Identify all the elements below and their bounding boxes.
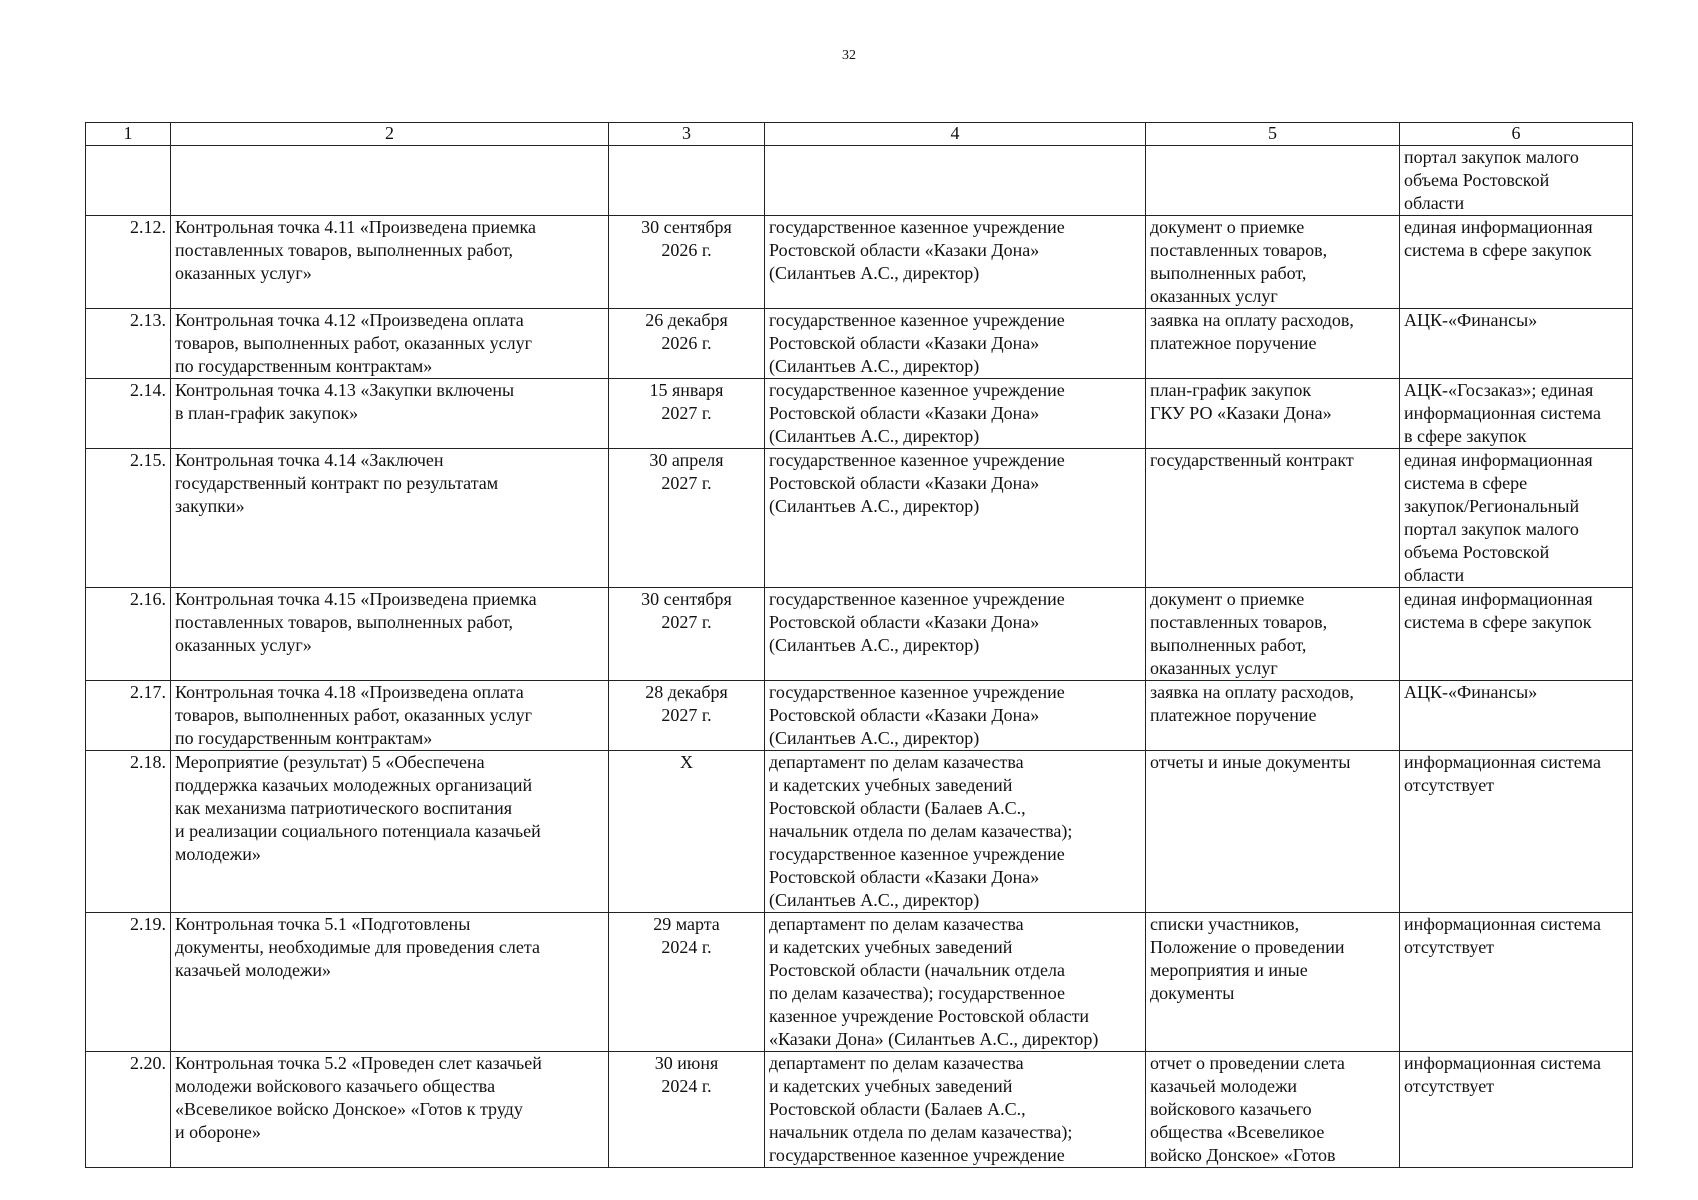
responsible-party-line: (Силантьев А.С., директор)	[769, 728, 980, 748]
control-point-name-line: Контрольная точка 4.11 «Произведена приемка	[175, 217, 536, 237]
responsible-party	[765, 588, 1146, 681]
information-system-line: информационная система	[1404, 752, 1601, 772]
responsible-party-line: государственное казенное учреждение	[769, 589, 1065, 609]
deadline-date	[609, 146, 765, 216]
responsible-party-line: Ростовской области (начальник отдела	[769, 960, 1065, 980]
responsible-party-line: государственное казенное учреждение	[769, 1145, 1065, 1165]
information-system-line: отсутствует	[1404, 1076, 1495, 1096]
responsible-party	[765, 913, 1146, 1052]
table-header	[86, 123, 1633, 146]
table-body	[86, 146, 1633, 1168]
table-row	[86, 379, 1633, 449]
information-system-line: портал закупок малого	[1404, 147, 1579, 167]
responsible-party-line: Ростовской области «Казаки Дона»	[769, 612, 1040, 632]
deadline-date-line: 2024 г.	[661, 937, 712, 957]
control-point-name-line: как механизма патриотического воспитания	[175, 798, 513, 818]
responsible-party-line: (Силантьев А.С., директор)	[769, 356, 980, 376]
confirming-document	[1146, 681, 1400, 751]
responsible-party	[765, 216, 1146, 309]
control-point-name-line: и обороне»	[175, 1122, 261, 1142]
control-point-name-line: Мероприятие (результат) 5 «Обеспечена	[175, 752, 485, 772]
table-row	[86, 216, 1633, 309]
control-point-name	[171, 588, 609, 681]
information-system-line: области	[1404, 565, 1465, 585]
row-number: 2.17.	[86, 681, 171, 751]
confirming-document	[1146, 913, 1400, 1052]
control-point-name-line: оказанных услуг»	[175, 635, 312, 655]
confirming-document-line: выполненных работ,	[1150, 263, 1307, 283]
control-point-name-line: государственный контракт по результатам	[175, 473, 499, 493]
column-header-4: 4	[765, 123, 1146, 146]
responsible-party-line: Ростовской области «Казаки Дона»	[769, 333, 1040, 353]
column-header-1: 1	[86, 123, 171, 146]
responsible-party-line: Ростовской области «Казаки Дона»	[769, 473, 1040, 493]
deadline-date-line: 2027 г.	[661, 403, 712, 423]
table-row	[86, 1052, 1633, 1168]
responsible-party-line: и кадетских учебных заведений	[769, 937, 1013, 957]
information-system	[1400, 913, 1633, 1052]
row-number: 2.15.	[86, 449, 171, 588]
deadline-date-line: 30 июня	[654, 1053, 719, 1073]
responsible-party-line: (Силантьев А.С., директор)	[769, 426, 980, 446]
row-number: 2.18.	[86, 751, 171, 913]
responsible-party-line: начальник отдела по делам казачества);	[769, 821, 1073, 841]
confirming-document-line: поставленных товаров,	[1150, 240, 1328, 260]
confirming-document-line: план-график закупок	[1150, 380, 1312, 400]
information-system-line: отсутствует	[1404, 775, 1495, 795]
confirming-document-line: войско Донское» «Готов	[1150, 1145, 1336, 1165]
information-system-line: информационная система	[1404, 914, 1601, 934]
responsible-party-line: «Казаки Дона» (Силантьев А.С., директор)	[769, 1029, 1099, 1049]
row-number	[86, 146, 171, 216]
row-number: 2.20.	[86, 1052, 171, 1168]
control-point-name-line: оказанных услуг»	[175, 263, 312, 283]
information-system-line: система в сфере закупок	[1404, 240, 1592, 260]
responsible-party-line: (Силантьев А.С., директор)	[769, 263, 980, 283]
information-system	[1400, 309, 1633, 379]
confirming-document	[1146, 588, 1400, 681]
confirming-document	[1146, 1052, 1400, 1168]
deadline-date	[609, 913, 765, 1052]
responsible-party	[765, 751, 1146, 913]
information-system-line: объема Ростовской	[1404, 170, 1550, 190]
information-system-line: АЦК-«Госзаказ»; единая	[1404, 380, 1594, 400]
table-row	[86, 449, 1633, 588]
confirming-document	[1146, 751, 1400, 913]
deadline-date-line: 30 сентября	[641, 589, 732, 609]
confirming-document	[1146, 309, 1400, 379]
confirming-document-line: заявка на оплату расходов,	[1150, 682, 1354, 702]
deadline-date-line: 2024 г.	[661, 1076, 712, 1096]
responsible-party	[765, 146, 1146, 216]
deadline-date	[609, 588, 765, 681]
confirming-document-line: ГКУ РО «Казаки Дона»	[1150, 403, 1332, 423]
deadline-date	[609, 681, 765, 751]
confirming-document-line: списки участников,	[1150, 914, 1300, 934]
deadline-date-line: 2027 г.	[661, 473, 712, 493]
row-number: 2.12.	[86, 216, 171, 309]
information-system-line: закупок/Региональный	[1404, 496, 1580, 516]
responsible-party-line: Ростовской области (Балаев А.С.,	[769, 798, 1026, 818]
control-point-name-line: Контрольная точка 4.12 «Произведена оплата	[175, 310, 524, 330]
confirming-document-line: отчеты и иные документы	[1150, 752, 1351, 772]
control-point-name-line: казачьей молодежи»	[175, 960, 332, 980]
responsible-party-line: департамент по делам казачества	[769, 752, 1024, 772]
row-number: 2.19.	[86, 913, 171, 1052]
deadline-date-line: 29 марта	[653, 914, 720, 934]
information-system	[1400, 216, 1633, 309]
deadline-date-line: 30 апреля	[649, 450, 724, 470]
control-point-name-line: поддержка казачьих молодежных организаций	[175, 775, 533, 795]
information-system-line: система в сфере закупок	[1404, 612, 1592, 632]
deadline-date	[609, 1052, 765, 1168]
control-point-name-line: молодежи»	[175, 844, 261, 864]
deadline-date-line: 2027 г.	[661, 705, 712, 725]
confirming-document-line: отчет о проведении слета	[1150, 1053, 1345, 1073]
responsible-party-line: государственное казенное учреждение	[769, 217, 1065, 237]
responsible-party-line: Ростовской области «Казаки Дона»	[769, 403, 1040, 423]
responsible-party-line: и кадетских учебных заведений	[769, 1076, 1013, 1096]
information-system-line: отсутствует	[1404, 937, 1495, 957]
row-number: 2.16.	[86, 588, 171, 681]
column-header-2: 2	[171, 123, 609, 146]
deadline-date-line: 26 декабря	[645, 310, 728, 330]
control-point-name-line: по государственным контрактам»	[175, 356, 433, 376]
control-point-name-line: поставленных товаров, выполненных работ,	[175, 612, 513, 632]
control-point-name-line: по государственным контрактам»	[175, 728, 433, 748]
responsible-party-line: (Силантьев А.С., директор)	[769, 890, 980, 910]
responsible-party	[765, 449, 1146, 588]
information-system-line: портал закупок малого	[1404, 519, 1579, 539]
deadline-date-line: 15 января	[649, 380, 724, 400]
responsible-party	[765, 1052, 1146, 1168]
information-system	[1400, 449, 1633, 588]
responsible-party-line: (Силантьев А.С., директор)	[769, 635, 980, 655]
information-system-line: единая информационная	[1404, 450, 1593, 470]
row-number: 2.13.	[86, 309, 171, 379]
information-system-line: информационная система	[1404, 1053, 1601, 1073]
control-point-name	[171, 146, 609, 216]
information-system	[1400, 751, 1633, 913]
control-point-name-line: Контрольная точка 5.2 «Проведен слет казачьей	[175, 1053, 542, 1073]
confirming-document	[1146, 216, 1400, 309]
deadline-date-line: Х	[680, 752, 693, 772]
control-point-name-line: закупки»	[175, 496, 245, 516]
header-row	[86, 123, 1633, 146]
confirming-document-line: документы	[1150, 983, 1235, 1003]
responsible-party-line: казенное учреждение Ростовской области	[769, 1006, 1090, 1026]
deadline-date-line: 2026 г.	[661, 240, 712, 260]
deadline-date	[609, 449, 765, 588]
table-row	[86, 751, 1633, 913]
confirming-document-line: войскового казачьего	[1150, 1099, 1312, 1119]
table-row	[86, 146, 1633, 216]
control-point-name	[171, 1052, 609, 1168]
responsible-party-line: Ростовской области «Казаки Дона»	[769, 705, 1040, 725]
responsible-party-line: (Силантьев А.С., директор)	[769, 496, 980, 516]
confirming-document	[1146, 379, 1400, 449]
responsible-party-line: государственное казенное учреждение	[769, 844, 1065, 864]
responsible-party	[765, 309, 1146, 379]
responsible-party-line: департамент по делам казачества	[769, 1053, 1024, 1073]
information-system-line: единая информационная	[1404, 217, 1593, 237]
responsible-party-line: и кадетских учебных заведений	[769, 775, 1013, 795]
control-point-name	[171, 681, 609, 751]
information-system	[1400, 146, 1633, 216]
confirming-document-line: платежное поручение	[1150, 333, 1317, 353]
information-system	[1400, 379, 1633, 449]
table-row	[86, 913, 1633, 1052]
confirming-document-line: поставленных товаров,	[1150, 612, 1328, 632]
deadline-date-line: 28 декабря	[645, 682, 728, 702]
responsible-party-line: государственное казенное учреждение	[769, 450, 1065, 470]
responsible-party-line: государственное казенное учреждение	[769, 380, 1065, 400]
deadline-date	[609, 751, 765, 913]
control-point-name-line: в план-график закупок»	[175, 403, 359, 423]
responsible-party-line: по делам казачества); государственное	[769, 983, 1065, 1003]
control-point-name-line: товаров, выполненных работ, оказанных услуг	[175, 333, 533, 353]
information-system-line: области	[1404, 193, 1465, 213]
responsible-party-line: Ростовской области «Казаки Дона»	[769, 240, 1040, 260]
responsible-party-line: Ростовской области «Казаки Дона»	[769, 867, 1040, 887]
table-row	[86, 309, 1633, 379]
information-system-line: единая информационная	[1404, 589, 1593, 609]
confirming-document	[1146, 449, 1400, 588]
confirming-document-line: документ о приемке	[1150, 217, 1305, 237]
control-point-name	[171, 913, 609, 1052]
confirming-document-line: Положение о проведении	[1150, 937, 1345, 957]
confirming-document-line: документ о приемке	[1150, 589, 1305, 609]
information-system	[1400, 681, 1633, 751]
page-number: 32	[842, 48, 856, 63]
confirming-document-line: общества «Всевеликое	[1150, 1122, 1325, 1142]
column-header-6: 6	[1400, 123, 1633, 146]
control-point-name-line: Контрольная точка 4.18 «Произведена оплата	[175, 682, 524, 702]
control-point-name-line: товаров, выполненных работ, оказанных услуг	[175, 705, 533, 725]
confirming-document-line: платежное поручение	[1150, 705, 1317, 725]
control-point-name-line: Контрольная точка 4.15 «Произведена приемка	[175, 589, 537, 609]
responsible-party-line: департамент по делам казачества	[769, 914, 1024, 934]
control-point-name	[171, 379, 609, 449]
table-row	[86, 588, 1633, 681]
deadline-date	[609, 379, 765, 449]
confirming-document	[1146, 146, 1400, 216]
confirming-document-line: оказанных услуг	[1150, 286, 1278, 306]
control-point-name-line: Контрольная точка 5.1 «Подготовлены	[175, 914, 471, 934]
deadline-date-line: 30 сентября	[641, 217, 732, 237]
information-system-line: АЦК-«Финансы»	[1404, 682, 1538, 702]
deadline-date-line: 2027 г.	[661, 612, 712, 632]
confirming-document-line: выполненных работ,	[1150, 635, 1307, 655]
control-point-name-line: Контрольная точка 4.13 «Закупки включены	[175, 380, 515, 400]
control-point-name-line: поставленных товаров, выполненных работ,	[175, 240, 513, 260]
control-point-name	[171, 449, 609, 588]
table-row	[86, 681, 1633, 751]
responsible-party-line: Ростовской области (Балаев А.С.,	[769, 1099, 1026, 1119]
deadline-date	[609, 309, 765, 379]
control-point-name	[171, 309, 609, 379]
information-system-line: АЦК-«Финансы»	[1404, 310, 1538, 330]
control-point-name	[171, 751, 609, 913]
information-system-line: система в сфере	[1404, 473, 1528, 493]
confirming-document-line: казачьей молодежи	[1150, 1076, 1298, 1096]
control-point-name-line: и реализации социального потенциала казачьей	[175, 821, 541, 841]
confirming-document-line: оказанных услуг	[1150, 658, 1278, 678]
column-header-5: 5	[1146, 123, 1400, 146]
control-point-name-line: документы, необходимые для проведения слета	[175, 937, 540, 957]
information-system-line: в сфере закупок	[1404, 426, 1527, 446]
responsible-party	[765, 681, 1146, 751]
responsible-party-line: государственное казенное учреждение	[769, 682, 1065, 702]
deadline-date	[609, 216, 765, 309]
deadline-date-line: 2026 г.	[661, 333, 712, 353]
information-system	[1400, 588, 1633, 681]
control-point-name-line: «Всевеликое войско Донское» «Готов к труду	[175, 1099, 523, 1119]
control-points-table	[85, 122, 1633, 1168]
control-point-name	[171, 216, 609, 309]
confirming-document-line: заявка на оплату расходов,	[1150, 310, 1354, 330]
responsible-party-line: начальник отдела по делам казачества);	[769, 1122, 1073, 1142]
confirming-document-line: государственный контракт	[1150, 450, 1354, 470]
control-point-name-line: Контрольная точка 4.14 «Заключен	[175, 450, 444, 470]
control-point-name-line: молодежи войскового казачьего общества	[175, 1076, 496, 1096]
information-system-line: информационная система	[1404, 403, 1601, 423]
confirming-document-line: мероприятия и иные	[1150, 960, 1308, 980]
responsible-party-line: государственное казенное учреждение	[769, 310, 1065, 330]
column-header-3: 3	[609, 123, 765, 146]
responsible-party	[765, 379, 1146, 449]
information-system	[1400, 1052, 1633, 1168]
row-number: 2.14.	[86, 379, 171, 449]
information-system-line: объема Ростовской	[1404, 542, 1550, 562]
